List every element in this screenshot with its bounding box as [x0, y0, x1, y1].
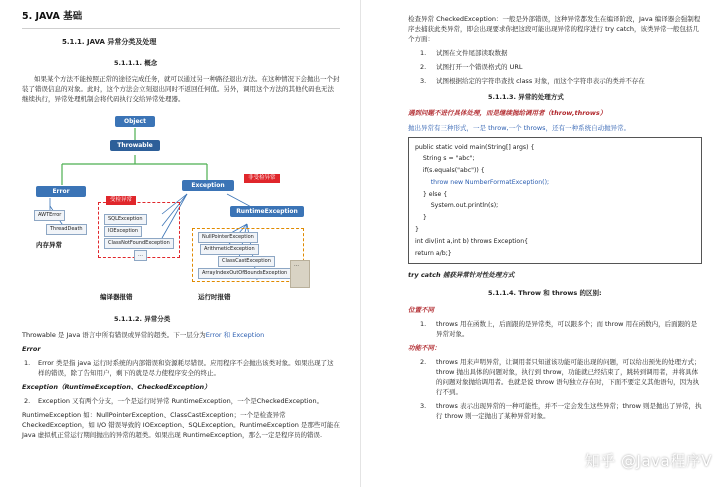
classnotfound-item: ClassNotFoundException — [104, 238, 174, 249]
arithmetic-item: ArithmeticException — [200, 244, 259, 255]
subsection-heading-throw-vs-throws: 5.1.1.4. Throw 和 throws 的区别: — [488, 289, 602, 298]
runtime-error-label: 运行时报错 — [198, 292, 231, 301]
function-list — [408, 357, 702, 421]
list-item: 1. throws 用在函数上，后面跟的是异常类，可以跟多个；而 throw 用在函数内，后面跟的是异常对象。 — [420, 319, 698, 338]
right-column — [362, 0, 720, 487]
throwable-paragraph: Throwable 是 Java 语言中所有错误或异常的超类。下一层分为Error 和 Exception — [22, 330, 265, 339]
left-column — [0, 0, 358, 487]
code-line: if(s.equals("abc")) { — [415, 167, 485, 175]
classcast-item: ClassCastException — [218, 256, 275, 267]
code-line: System.out.println(s); — [415, 202, 499, 210]
checked-exception-paragraph: 检查异常 CheckedException：一般是外部错误，这种异常都发生在编译阶段，Java 编译器会强制程序去捕获此类异常，即会出现要求你把这段可能出现异常的程序进行 try catch，该类异常一般包括几个方面： — [408, 15, 701, 44]
watermark: 知乎 @Java程序V — [584, 451, 712, 470]
list-item: 3. throws 表示出现异常的一种可能性，并不一定会发生这些异常；throw 则是抛出了异常，执行 throw 则一定抛出了某种异常对象。 — [420, 402, 702, 421]
arrayindex-item: ArrayIndexOutOfBoundsException — [198, 268, 291, 279]
column-divider — [360, 0, 361, 487]
nullpointer-item: NullPointerException — [198, 232, 258, 243]
exception-heading: Exception（RuntimeException、CheckedException） — [22, 383, 211, 392]
list-item: 3. 试图根据给定的字符串查找 class 对象，而这个字符串表示的类并不存在 — [420, 77, 645, 86]
subsection-heading-handling: 5.1.1.3. 异常的处理方式 — [488, 93, 564, 102]
code-line: return a/b;} — [415, 249, 452, 257]
code-line: } else { — [415, 190, 448, 198]
checked-cases-list — [408, 48, 702, 86]
runtime-exception-paragraph: RuntimeException 如：NullPointerException、ClassCastException；一个是检查异常 CheckedException，如 I/O 错误导致的 IOException、SQLException。RuntimeException 是那些可能在 Java 虚拟机正常运行期间抛出的异常的超类。如果出现 RuntimeException，那么一定是程序员的错误. — [22, 411, 340, 440]
subsection-heading-classification: 5.1.1.2. 异常分类 — [114, 314, 171, 323]
throwable-box: Throwable — [110, 140, 160, 151]
compile-error-label: 编译器报错 — [100, 292, 133, 301]
internal-error-label: 内存异常 — [36, 240, 62, 249]
position-heading: 位置不同 — [408, 305, 434, 314]
subsection-heading-concept: 5.1.1.1. 概念 — [114, 58, 158, 67]
throw-heading: 遇到问题不进行具体处理，而是继续抛给调用者（throw,throws） — [408, 109, 607, 118]
awterror-item: AWTError — [34, 210, 65, 221]
error-heading: Error — [22, 344, 41, 353]
unchecked-exception-tag: 非受检异常 — [244, 174, 280, 183]
threaddeath-item: ThreadDeath — [46, 224, 87, 235]
code-line: int div(int a,int b) throws Exception{ — [415, 237, 529, 245]
object-box: Object — [115, 116, 155, 127]
ioexception-item: IOException — [104, 226, 142, 237]
error-box: Error — [36, 186, 86, 197]
exception-hierarchy-diagram — [22, 110, 340, 306]
error-exception-highlight: Error 和 Exception — [205, 330, 265, 339]
list-item: 2. throws 用来声明异常，让调用者只知道该功能可能出现的问题，可以给出预先的处理方式；throw 抛出具体的问题对象，执行到 throw，功能就已经结束了，跳转到调用者，并将具体的问题对象抛给调用者。也就是说 throw 语句独立存在时，下面不要定义其他语句，因为执行不到。 — [420, 357, 701, 396]
error-list — [22, 358, 340, 378]
try-catch-heading: try catch 捕获异常针对性处理方式 — [408, 271, 515, 280]
list-item: 1. Error 类是指 java 运行时系统的内部错误和资源耗尽错误。应用程序不会抛出该类对象。如果出现了这样的错误，除了告知用户，剩下的就是尽力使程序安全的终止。 — [24, 359, 334, 378]
code-block — [408, 137, 702, 265]
sqlexception-item: SQLException — [104, 214, 147, 225]
list-item: 2. Exception 又有两个分支，一个是运行时异常 RuntimeException，一个是CheckedException。 — [24, 397, 324, 406]
section-heading: 5.1.1. JAVA 异常分类及处理 — [62, 37, 157, 46]
code-line: public static void main(String[] args) { — [415, 143, 535, 151]
code-line: throw new NumberFormatException(); — [415, 178, 550, 186]
code-line: } — [415, 226, 419, 234]
concept-paragraph: 如果某个方法不能按照正常的途径完成任务，就可以通过另一种路径退出方法。在这种情况下会抛出一个封装了错误信息的对象。此时，这个方法会立刻退出同时不返回任何值。另外，调用这个方法的其他代码也无法继续执行，异常处理机制会将代码执行交给异常处理器。 — [22, 74, 340, 103]
exception-list — [22, 396, 340, 406]
runtimeexception-box: RuntimeException — [230, 206, 304, 217]
code-line: } — [415, 214, 427, 222]
checked-more-item: … — [134, 250, 147, 261]
checked-exception-tag: 受检异常 — [106, 196, 136, 205]
runtime-more-item: … — [290, 260, 310, 288]
position-list — [408, 319, 702, 339]
list-item: 1. 试图在文件尾部读取数据 — [420, 49, 508, 58]
exception-box: Exception — [182, 180, 234, 191]
code-line: String s = "abc"; — [415, 155, 475, 163]
throw-description: 抛出异常有三种形式，一是 throw,一个 throws，还有一种系统自动抛异常。 — [408, 123, 631, 132]
chapter-title: 5. JAVA 基础 — [22, 10, 340, 29]
list-item: 2. 试图打开一个错误格式的 URL — [420, 63, 523, 72]
function-heading: 功能不同： — [408, 343, 441, 352]
